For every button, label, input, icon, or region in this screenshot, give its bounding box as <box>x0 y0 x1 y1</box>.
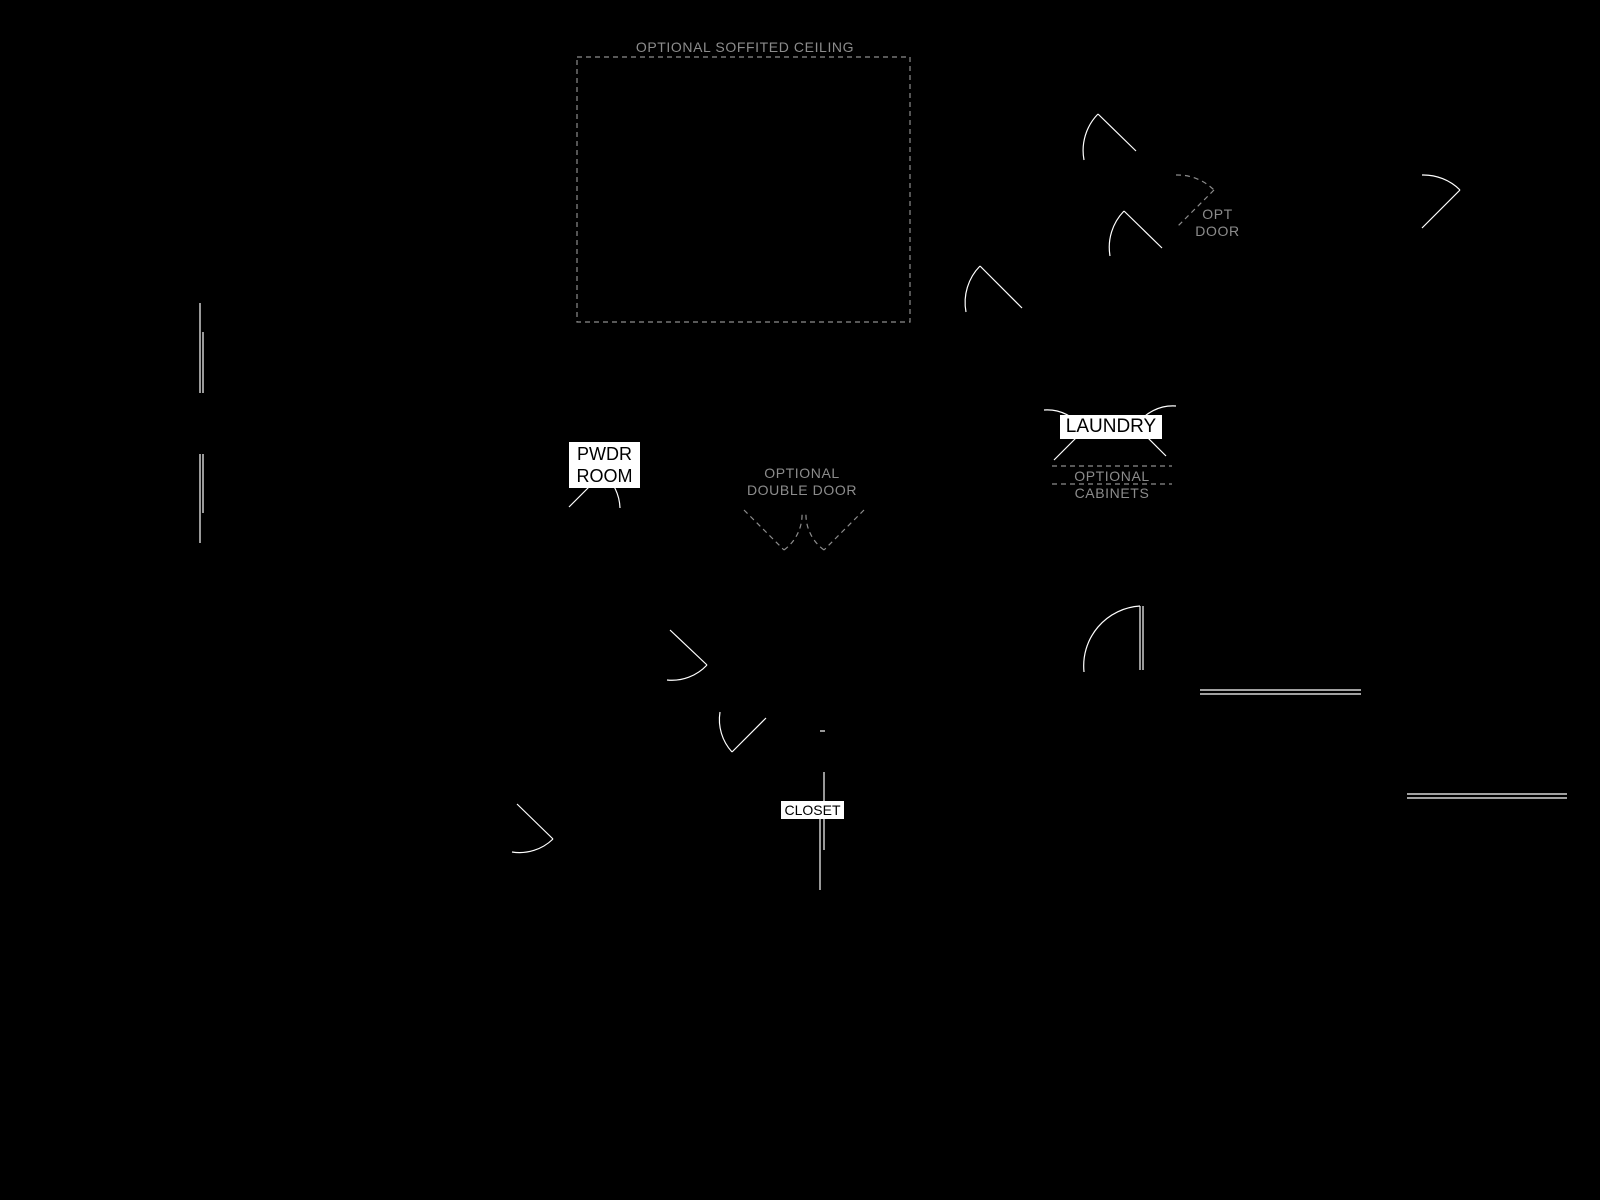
door-swing-upper-1 <box>1083 114 1136 160</box>
window-left-lower <box>200 454 203 543</box>
window-right-lower <box>1407 794 1567 798</box>
door-swing-bottom <box>512 804 553 853</box>
window-left-upper <box>200 303 203 393</box>
door-swing-upper-2 <box>1109 211 1162 256</box>
door-swing-center <box>965 266 1022 312</box>
cabinets-note-line2: CABINETS <box>1074 485 1150 501</box>
powder-room-label-line1: PWDR <box>577 444 632 464</box>
optional-double-door-swing <box>744 510 864 550</box>
optional-door-note-line2: DOOR <box>1195 223 1240 239</box>
laundry-label: LAUNDRY <box>1060 415 1162 439</box>
closet-label: CLOSET <box>781 801 844 819</box>
double-door-note <box>732 465 872 499</box>
cabinets-note <box>1050 468 1174 502</box>
soffit-note: OPTIONAL SOFFITED CEILING <box>635 39 855 55</box>
cabinets-note-line1: OPTIONAL <box>1074 468 1150 484</box>
powder-room-label-line2: ROOM <box>576 466 633 486</box>
door-swing-laundry-lower <box>1084 606 1143 672</box>
window-right-upper <box>1200 690 1361 694</box>
double-door-note-line1: OPTIONAL <box>764 465 840 481</box>
double-door-note-line2: DOUBLE DOOR <box>746 482 858 498</box>
door-swing-lower-mid <box>719 712 766 752</box>
optional-door-note <box>1180 206 1255 240</box>
soffit-outline <box>577 57 910 322</box>
door-swing-lower-left <box>667 630 707 680</box>
door-swing-right <box>1422 175 1460 228</box>
optional-door-note-line1: OPT <box>1202 206 1233 222</box>
powder-room-label <box>569 442 640 488</box>
